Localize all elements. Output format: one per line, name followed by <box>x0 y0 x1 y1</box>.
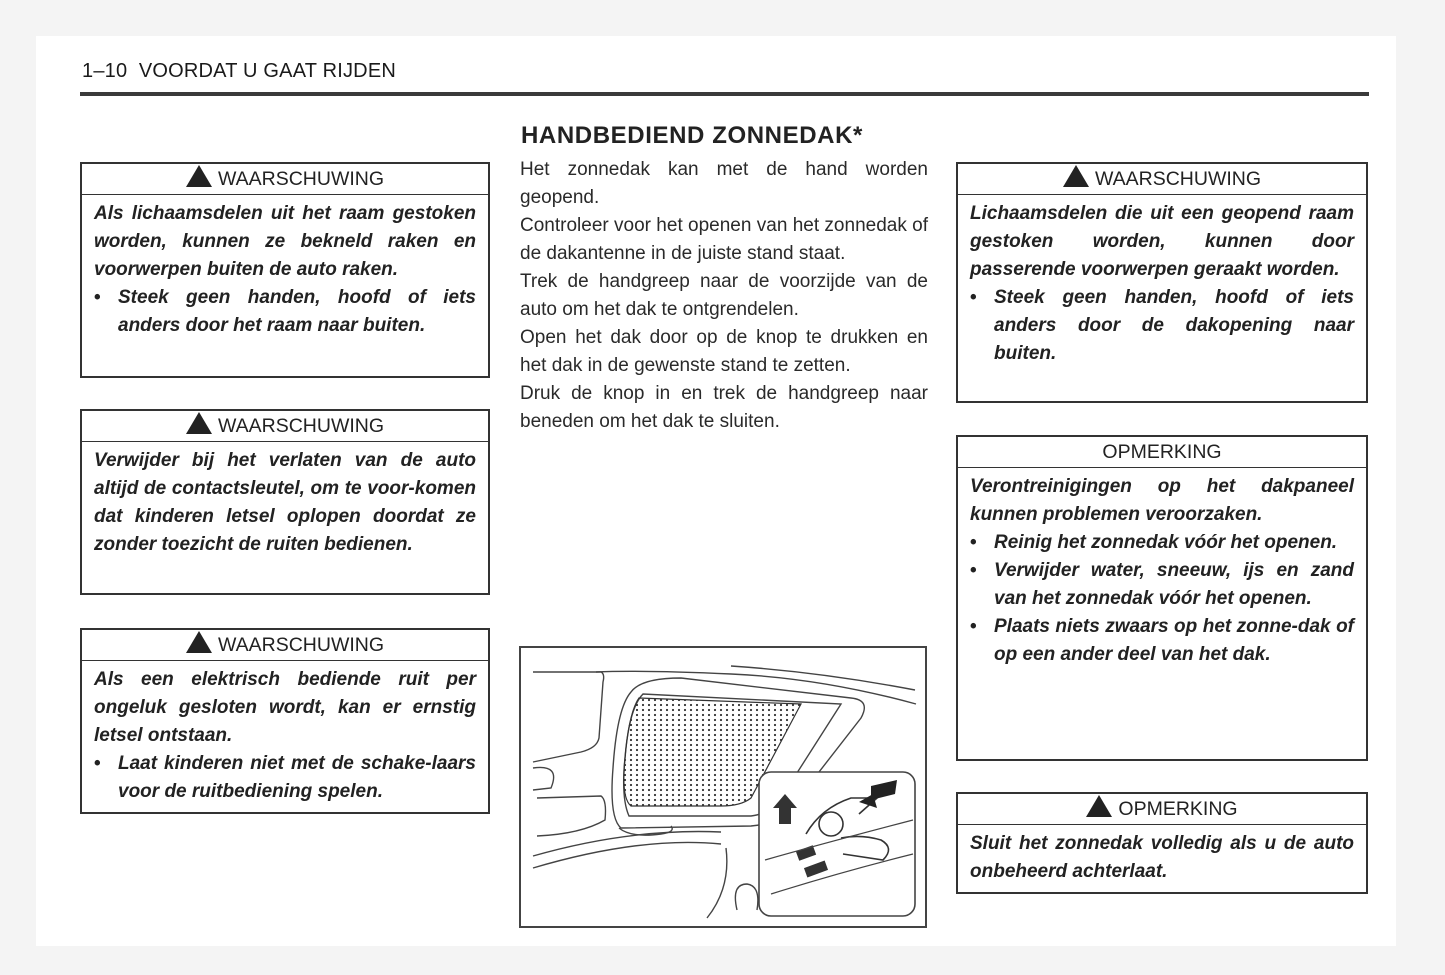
box-paragraph: Lichaamsdelen die uit een geopend raam gestoken worden, kunnen door passerende voorwerpen geraakt worden. <box>970 203 1354 280</box>
body-text <box>520 156 928 436</box>
warning-box-3 <box>80 628 490 814</box>
body-paragraph: Druk de knop in en trek de handgreep naar beneden om het dak te sluiten. <box>520 383 928 432</box>
warning-triangle-icon <box>186 631 212 653</box>
sunroof-drawing <box>521 648 925 926</box>
box-bullet: • Steek geen handen, hoofd of iets anders door de dakopening naar buiten. <box>970 284 1354 368</box>
warning-triangle-icon <box>186 412 212 434</box>
caution-box <box>956 792 1368 894</box>
box-bullet: • Steek geen handen, hoofd of iets anders door het raam naar buiten. <box>94 284 476 340</box>
box-paragraph: Sluit het zonnedak volledig als u de auto onbeheerd achterlaat. <box>970 833 1354 882</box>
section-title: VOORDAT U GAAT RIJDEN <box>138 60 397 82</box>
box-header <box>82 630 488 661</box>
header-rule <box>80 92 1369 96</box>
warning-box-4 <box>956 162 1368 403</box>
box-title: WAARSCHUWING <box>217 634 385 656</box>
warning-triangle-icon <box>1086 795 1112 817</box>
warning-triangle-icon <box>1063 165 1089 187</box>
note-box <box>956 435 1368 761</box>
box-title: WAARSCHUWING <box>217 415 385 437</box>
body-paragraph: Trek de handgreep naar de voorzijde van de auto om het dak te ontgrendelen. <box>520 271 928 320</box>
section-heading: HANDBEDIEND ZONNEDAK* <box>521 122 863 149</box>
box-bullet: • Verwijder water, sneeuw, ijs en zand van het zonnedak vóór het openen. <box>970 557 1354 613</box>
box-title: WAARSCHUWING <box>217 168 385 190</box>
box-title: WAARSCHUWING <box>1094 168 1262 190</box>
box-paragraph: Verwijder bij het verlaten van de auto altijd de contactsleutel, om te voor-komen dat kinderen letsel oplopen doordat ze zonder toezicht de ruiten bedienen. <box>94 450 476 555</box>
body-paragraph: Controleer voor het openen van het zonnedak of de dakantenne in de juiste stand staat. <box>520 215 928 264</box>
box-header <box>958 164 1366 195</box>
page-header <box>82 60 396 83</box>
page-number: 1–10 <box>82 60 128 82</box>
body-paragraph: Open het dak door op de knop te drukken en het dak in de gewenste stand te zetten. <box>520 327 928 376</box>
box-title: OPMERKING <box>1118 798 1238 820</box>
box-bullet: • Reinig het zonnedak vóór het openen. <box>970 529 1354 557</box>
box-paragraph: Als een elektrisch bediende ruit per ongeluk gesloten wordt, kan er ernstig letsel ontstaan. <box>94 669 476 746</box>
box-header <box>958 437 1366 468</box>
box-header <box>82 411 488 442</box>
inset-detail <box>759 772 915 916</box>
box-paragraph: Als lichaamsdelen uit het raam gestoken worden, kunnen ze bekneld raken en voorwerpen buiten de auto raken. <box>94 203 476 280</box>
box-paragraph: Verontreinigingen op het dakpaneel kunnen problemen veroorzaken. <box>970 476 1354 525</box>
body-paragraph: Het zonnedak kan met de hand worden geopend. <box>520 159 928 208</box>
box-header <box>82 164 488 195</box>
box-header <box>958 794 1366 825</box>
box-bullet: • Plaats niets zwaars op het zonne-dak of op een ander deel van het dak. <box>970 613 1354 669</box>
box-bullet: • Laat kinderen niet met de schake-laars voor de ruitbediening spelen. <box>94 750 476 806</box>
warning-triangle-icon <box>186 165 212 187</box>
box-title: OPMERKING <box>1102 441 1222 463</box>
warning-box-2 <box>80 409 490 595</box>
sunroof-illustration <box>519 646 927 928</box>
warning-box-1 <box>80 162 490 378</box>
